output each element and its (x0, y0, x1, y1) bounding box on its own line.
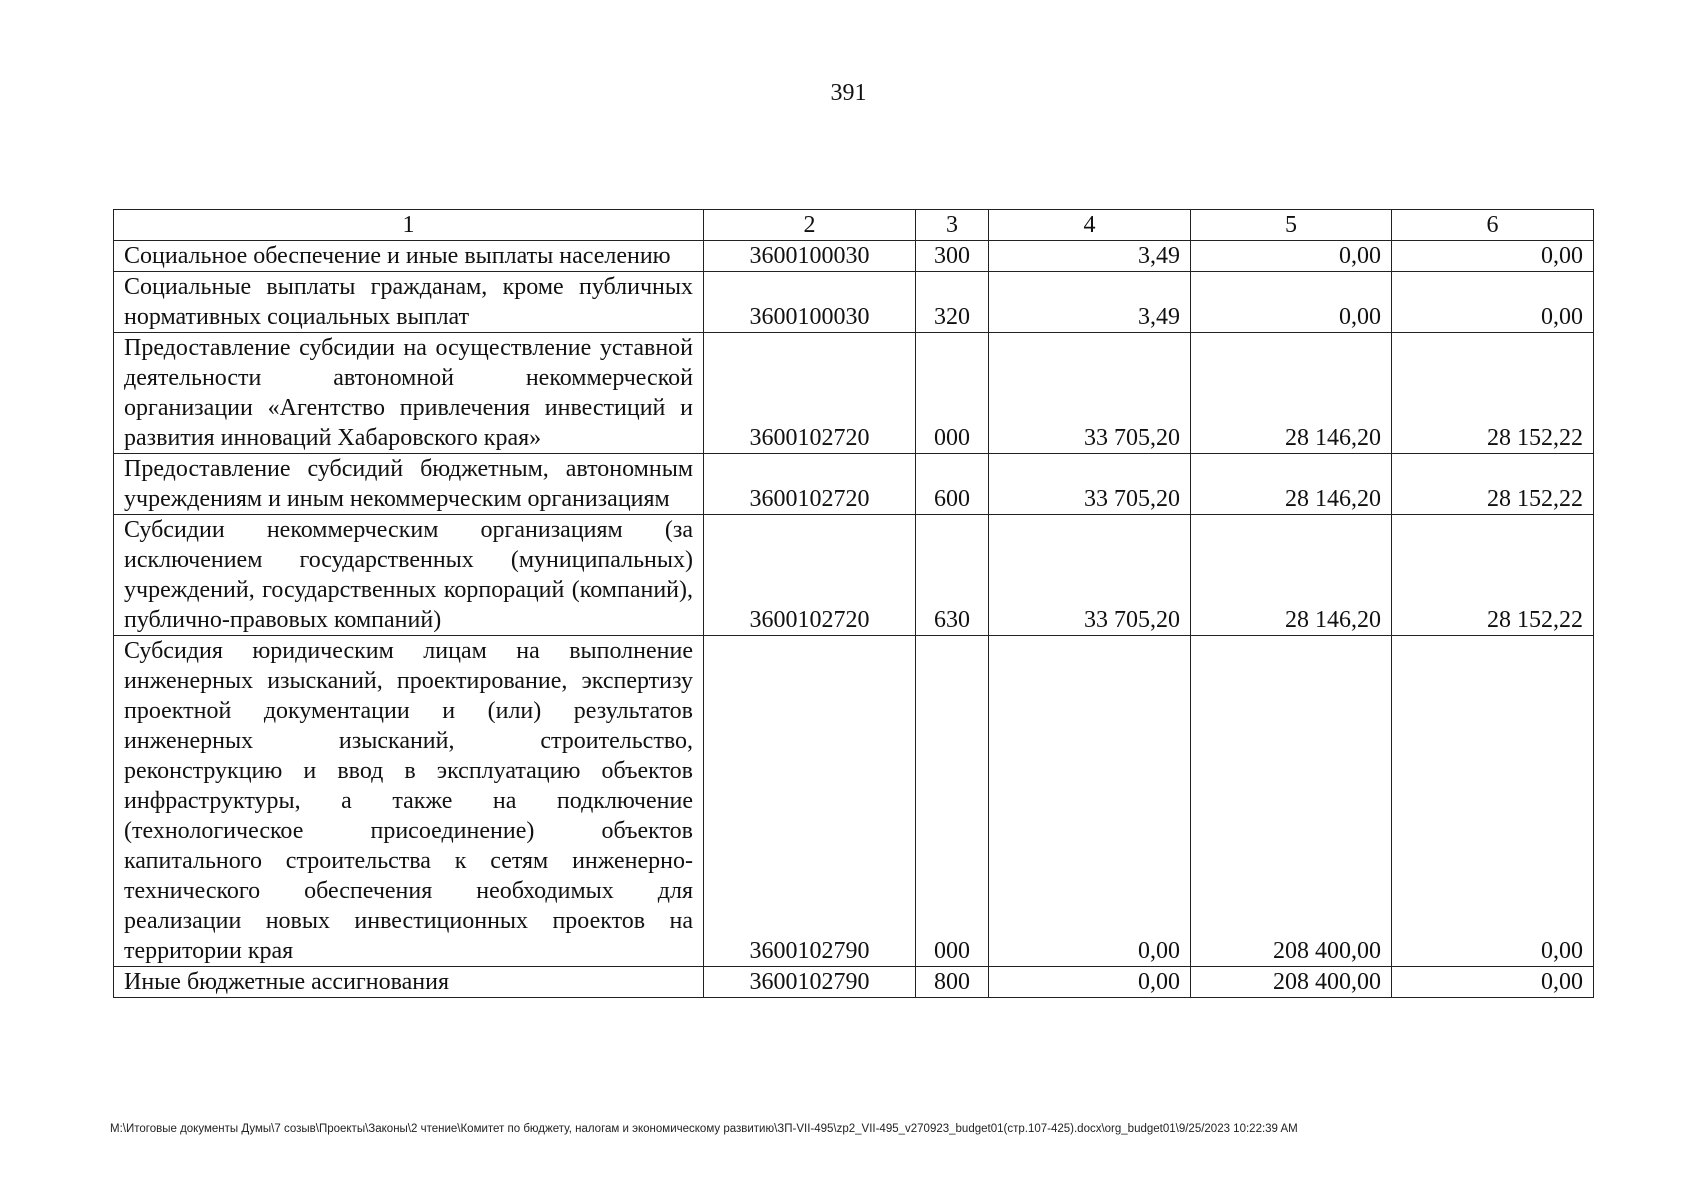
expense-type-code: 000 (916, 333, 989, 454)
budget-table (113, 209, 1594, 998)
amount-col6: 28 152,22 (1392, 333, 1594, 454)
column-header: 2 (704, 210, 916, 241)
column-header: 5 (1191, 210, 1392, 241)
column-header: 4 (989, 210, 1191, 241)
expense-type-code: 630 (916, 515, 989, 636)
row-name: Социальные выплаты гражданам, кроме публичных нормативных социальных выплат (114, 272, 704, 333)
row-name: Социальное обеспечение и иные выплаты населению (114, 241, 704, 272)
target-article-code: 3600100030 (704, 272, 916, 333)
amount-col5: 28 146,20 (1191, 333, 1392, 454)
target-article-code: 3600102720 (704, 515, 916, 636)
table-row (114, 272, 1594, 333)
amount-col6: 0,00 (1392, 241, 1594, 272)
page-number: 391 (830, 80, 867, 106)
expense-type-code: 000 (916, 636, 989, 967)
row-name: Субсидия юридическим лицам на выполнение инженерных изысканий, проектирование, экспертизу проектной документации и (или) результатов инженерных изысканий, строительство, реконструкцию и ввод в эксплуатацию объектов инфраструктуры, а также на подключение (технологическое присоединение) объектов капитального строительства к сетям инженерно-технического обеспечения необходимых для реализации новых инвестиционных проектов на территории края (114, 636, 704, 967)
amount-col4: 33 705,20 (989, 454, 1191, 515)
column-header: 1 (114, 210, 704, 241)
document-footer-path: M:\Итоговые документы Думы\7 созыв\Проекты\Законы\2 чтение\Комитет по бюджету, налогам и экономическому развитию\ЗП-VII-495\zp2_VII-495_v270923_budget01(стр.107-425).docx\org_budget01\9/25/2023 10:22:39 AM (110, 1123, 1298, 1135)
row-name: Иные бюджетные ассигнования (114, 967, 704, 998)
amount-col6: 28 152,22 (1392, 515, 1594, 636)
amount-col5: 28 146,20 (1191, 454, 1392, 515)
table-row (114, 454, 1594, 515)
row-name: Субсидии некоммерческим организациям (за исключением государственных (муниципальных) учреждений, государственных корпораций (компаний), публично-правовых компаний) (114, 515, 704, 636)
table-row (114, 967, 1594, 998)
amount-col6: 28 152,22 (1392, 454, 1594, 515)
amount-col4: 33 705,20 (989, 515, 1191, 636)
amount-col5: 28 146,20 (1191, 515, 1392, 636)
amount-col5: 0,00 (1191, 241, 1392, 272)
column-header: 6 (1392, 210, 1594, 241)
amount-col5: 0,00 (1191, 272, 1392, 333)
target-article-code: 3600102790 (704, 967, 916, 998)
amount-col6: 0,00 (1392, 272, 1594, 333)
amount-col4: 3,49 (989, 241, 1191, 272)
table-row (114, 241, 1594, 272)
expense-type-code: 800 (916, 967, 989, 998)
target-article-code: 3600102720 (704, 454, 916, 515)
expense-type-code: 320 (916, 272, 989, 333)
amount-col4: 3,49 (989, 272, 1191, 333)
row-name: Предоставление субсидий бюджетным, автономным учреждениям и иным некоммерческим организациям (114, 454, 704, 515)
table-row (114, 515, 1594, 636)
amount-col5: 208 400,00 (1191, 967, 1392, 998)
table-row (114, 636, 1594, 967)
amount-col4: 0,00 (989, 967, 1191, 998)
row-name: Предоставление субсидии на осуществление уставной деятельности автономной некоммерческой организации «Агентство привлечения инвестиций и развития инноваций Хабаровского края» (114, 333, 704, 454)
expense-type-code: 600 (916, 454, 989, 515)
target-article-code: 3600100030 (704, 241, 916, 272)
amount-col5: 208 400,00 (1191, 636, 1392, 967)
expense-type-code: 300 (916, 241, 989, 272)
amount-col6: 0,00 (1392, 967, 1594, 998)
amount-col6: 0,00 (1392, 636, 1594, 967)
column-header: 3 (916, 210, 989, 241)
amount-col4: 0,00 (989, 636, 1191, 967)
table-row (114, 333, 1594, 454)
table-header-row (114, 210, 1594, 241)
amount-col4: 33 705,20 (989, 333, 1191, 454)
target-article-code: 3600102790 (704, 636, 916, 967)
target-article-code: 3600102720 (704, 333, 916, 454)
